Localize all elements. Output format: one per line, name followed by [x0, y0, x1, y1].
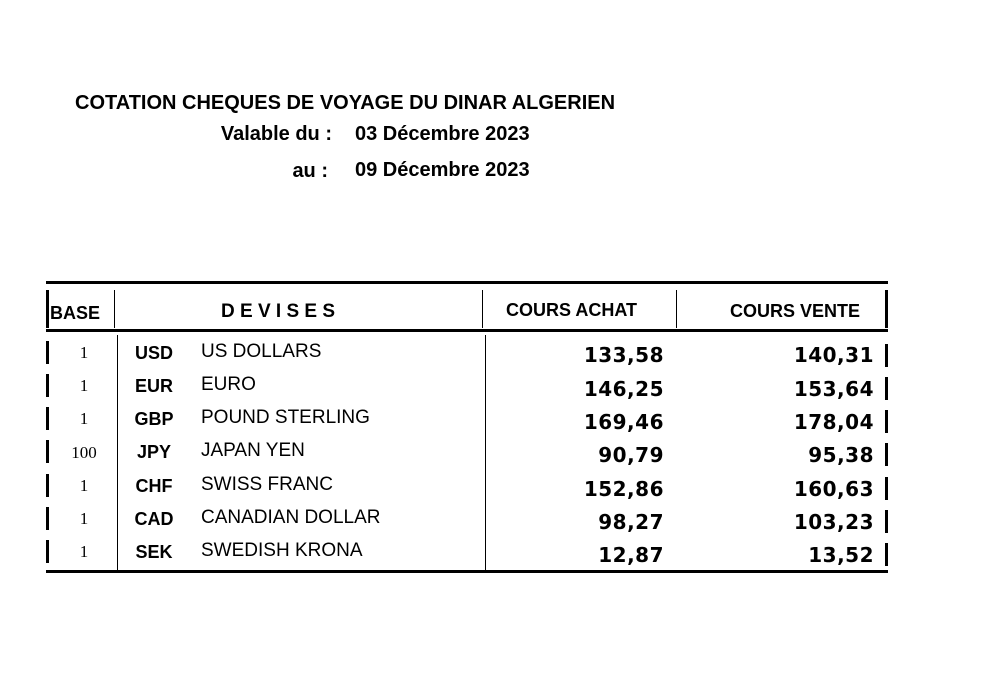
valid-to-date: 09 Décembre 2023: [355, 159, 530, 181]
row-cours-achat: 152,86: [583, 477, 664, 501]
row-currency-name: CANADIAN DOLLAR: [201, 507, 381, 528]
row-cours-achat: 12,87: [598, 543, 664, 567]
row-right-marker: [885, 510, 888, 533]
valid-from-date: 03 Décembre 2023: [355, 123, 530, 145]
row-cours-vente: 13,52: [808, 543, 874, 567]
table-top-border: [46, 281, 888, 284]
document-title: COTATION CHEQUES DE VOYAGE DU DINAR ALGERIEN: [75, 92, 616, 114]
row-currency-code: CHF: [135, 476, 173, 496]
header-divider: [114, 290, 115, 328]
row-cours-vente: 160,63: [793, 477, 874, 501]
row-right-marker: [885, 477, 888, 500]
row-currency-name: POUND STERLING: [201, 407, 370, 428]
row-base: 1: [79, 343, 89, 362]
header-bottom-border: [46, 329, 888, 332]
header-base: BASE: [50, 303, 101, 323]
row-currency-name: SWISS FRANC: [201, 474, 333, 495]
row-cours-vente: 95,38: [808, 443, 874, 467]
row-cours-achat: 169,46: [583, 410, 664, 434]
row-currency-code: EUR: [134, 376, 173, 396]
column-divider: [485, 335, 486, 571]
header-cours-achat: COURS ACHAT: [506, 300, 637, 320]
row-base: 1: [79, 409, 89, 428]
row-cours-vente: 178,04: [793, 410, 874, 434]
row-right-marker: [885, 377, 888, 400]
row-cours-vente: 153,64: [793, 377, 874, 401]
row-currency-code: GBP: [134, 409, 174, 429]
header-right-border: [885, 290, 888, 328]
row-right-marker: [885, 410, 888, 433]
row-cours-achat: 90,79: [598, 443, 664, 467]
row-base: 1: [79, 509, 89, 528]
row-cours-achat: 98,27: [598, 510, 664, 534]
row-currency-code: JPY: [136, 442, 172, 462]
row-currency-code: SEK: [135, 542, 173, 562]
header-divider: [482, 290, 483, 328]
row-currency-code: CAD: [134, 509, 174, 529]
row-currency-name: US DOLLARS: [201, 341, 322, 362]
row-cours-vente: 103,23: [793, 510, 874, 534]
row-cours-achat: 133,58: [583, 343, 664, 367]
row-cours-vente: 140,31: [793, 343, 874, 367]
row-base: 100: [71, 443, 97, 462]
row-right-marker: [885, 443, 888, 466]
row-base: 1: [79, 376, 89, 395]
table-bottom-border: [46, 570, 888, 573]
row-currency-code: USD: [134, 343, 173, 363]
header-devises: D E V I S E S: [221, 301, 336, 322]
header-cours-vente: COURS VENTE: [730, 301, 861, 321]
valid-from-label: Valable du :: [220, 123, 332, 145]
header-divider: [676, 290, 677, 328]
valid-to-label: au :: [292, 160, 328, 182]
row-base: 1: [79, 542, 89, 561]
row-currency-name: JAPAN YEN: [201, 440, 305, 461]
row-currency-name: SWEDISH KRONA: [201, 540, 363, 561]
row-cours-achat: 146,25: [583, 377, 664, 401]
row-base: 1: [79, 476, 89, 495]
header-left-border: [46, 290, 49, 328]
row-right-marker: [885, 344, 888, 367]
row-right-marker: [885, 543, 888, 566]
row-currency-name: EURO: [201, 374, 256, 395]
